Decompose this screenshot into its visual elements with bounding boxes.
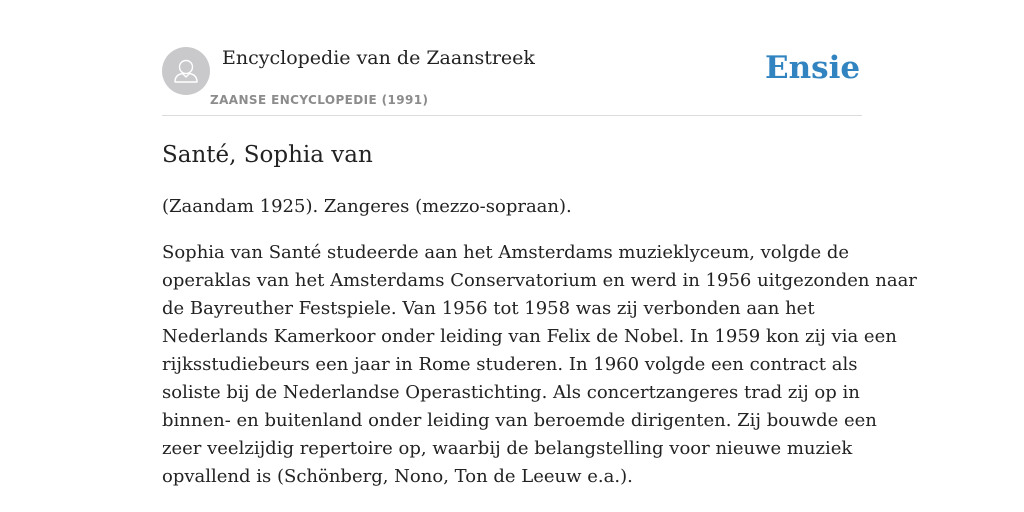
source-subtitle[interactable]: ZAANSE ENCYCLOPEDIE (1991) — [210, 93, 429, 107]
entry-body — [162, 239, 917, 491]
body-line: soliste bij de Nederlandse Operastichting. Als concertzangeres trad zij op in — [162, 382, 860, 403]
source-title[interactable]: Encyclopedie van de Zaanstreek — [222, 47, 535, 69]
body-line: de Bayreuther Festspiele. Van 1956 tot 1958 was zij verbonden aan het — [162, 298, 815, 319]
body-line: binnen- en buitenland onder leiding van beroemde dirigenten. Zij bouwde een — [162, 410, 877, 431]
body-line: opvallend is (Schönberg, Nono, Ton de Leeuw e.a.). — [162, 466, 633, 487]
body-line: Sophia van Santé studeerde aan het Amsterdams muzieklyceum, volgde de — [162, 242, 849, 263]
entry-lead: (Zaandam 1925). Zangeres (mezzo-sopraan). — [162, 196, 572, 217]
avatar[interactable] — [162, 47, 210, 95]
body-line: Nederlands Kamerkoor onder leiding van Felix de Nobel. In 1959 kon zij via een — [162, 326, 897, 347]
body-line: zeer veelzijdig repertoire op, waarbij de belangstelling voor nieuwe muziek — [162, 438, 853, 459]
brand-logo[interactable]: Ensie — [765, 50, 861, 86]
user-placeholder-icon — [162, 47, 210, 95]
body-line: rijksstudiebeurs een jaar in Rome studeren. In 1960 volgde een contract als — [162, 354, 858, 375]
entry-title: Santé, Sophia van — [162, 142, 373, 168]
header-divider — [162, 115, 862, 116]
body-line: operaklas van het Amsterdams Conservatorium en werd in 1956 uitgezonden naar — [162, 270, 917, 291]
